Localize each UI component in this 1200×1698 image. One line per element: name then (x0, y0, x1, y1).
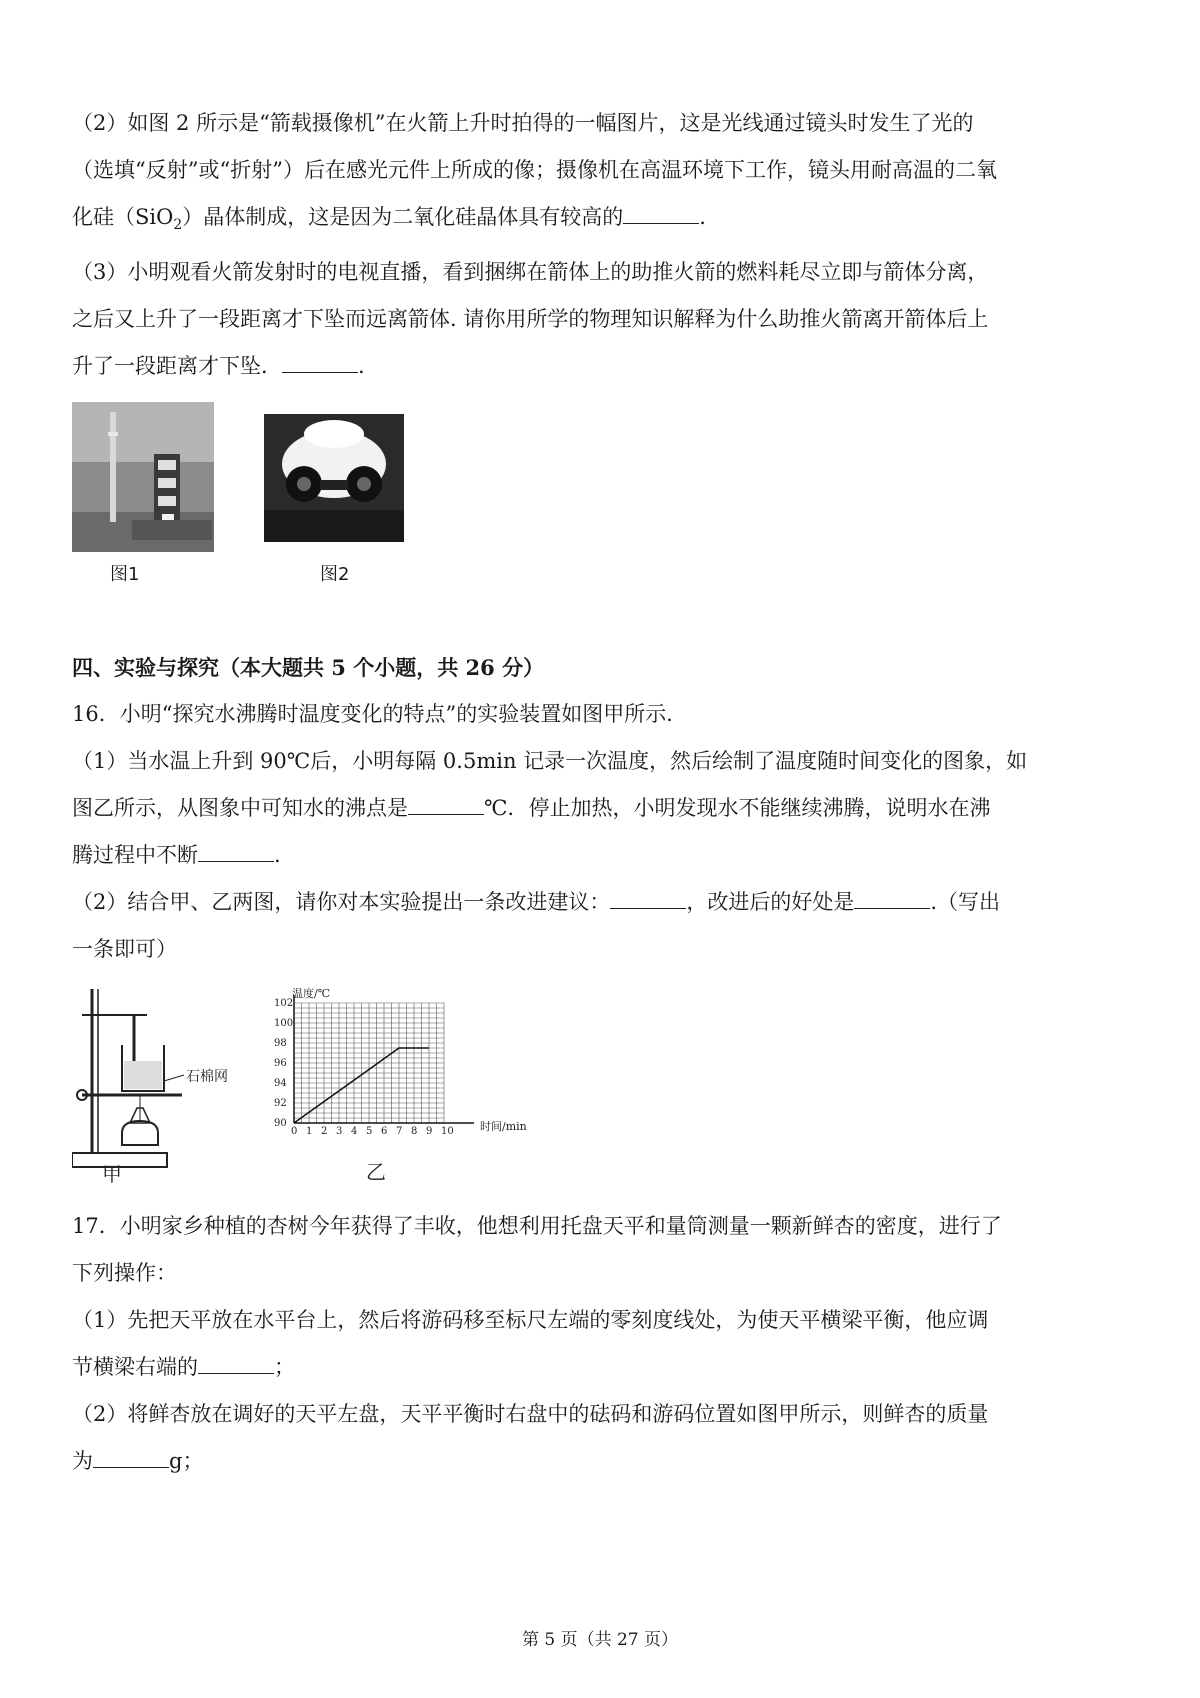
figures-jia-yi (72, 983, 1132, 1203)
figures-1-2 (72, 390, 1132, 620)
chart-y-axis-label: 温度/℃ (292, 987, 331, 1001)
figure-1-rocket-photo (72, 402, 214, 552)
answer-blank[interactable] (198, 843, 274, 862)
figure-yi-temperature-chart (272, 987, 532, 1192)
chart-x-tick-label: 6 (381, 1126, 388, 1138)
q16-part2-line2: 一条即可） (72, 937, 177, 962)
figure-jia-caption: 甲 (102, 1162, 122, 1184)
text: 节横梁右端的 (72, 1355, 198, 1380)
text: . (274, 843, 281, 868)
text: （2）如图 2 所示是“箭载摄像机”在火箭上升时拍得的一幅图片，这是光线通过镜头时发生了光的 (72, 111, 974, 135)
figure-2-caption: 图2 (320, 564, 350, 586)
chart-y-tick-label: 98 (274, 1038, 287, 1050)
subscript: 2 (173, 217, 183, 234)
chart-y-tick-label: 94 (274, 1078, 287, 1090)
q15-part3-line2: 之后又上升了一段距离才下坠而远离箭体. 请你用所学的物理知识解释为什么助推火箭离开箭体后上 (72, 307, 989, 332)
text: （选填“反射”或“折射”）后在感光元件上所成的像；摄像机在高温环境下工作，镜头用耐高温的二氧 (72, 158, 997, 182)
chart-tick-labels (274, 998, 454, 1137)
chart-y-tick-label: 96 (274, 1058, 287, 1070)
answer-blank[interactable] (854, 890, 930, 909)
text: ，改进后的好处是 (686, 890, 855, 915)
chart-x-tick-label: 3 (336, 1126, 343, 1138)
chart-y-tick-label: 100 (274, 1018, 294, 1030)
chart-grid (294, 1003, 444, 1123)
text: .（写出 (930, 890, 1001, 915)
text: . (358, 354, 365, 379)
text: ℃．停止加热，小明发现水不能继续沸腾，说明水在沸 (484, 796, 991, 821)
chart-x-tick-label: 9 (426, 1126, 433, 1138)
figure-yi-caption: 乙 (366, 1160, 386, 1185)
answer-blank[interactable] (282, 354, 358, 373)
section-4-title: 四、实验与探究（本大题共 5 个小题，共 26 分） (72, 655, 545, 681)
q17-part1-line1: （1）先把天平放在水平台上，然后将游码移至标尺左端的零刻度线处，为使天平横梁平衡，他应调 (72, 1308, 989, 1333)
text: 为 (72, 1449, 93, 1474)
q16-part2-line1 (72, 879, 1132, 926)
chart-y-tick-label: 90 (274, 1118, 287, 1130)
label-asbestos-gauze: 石棉网 (186, 1069, 228, 1086)
text: （2）结合甲、乙两图，请你对本实验提出一条改进建议： (72, 890, 611, 915)
answer-blank[interactable] (93, 1449, 169, 1468)
text: ）晶体制成，这是因为二氧化硅晶体具有较高的 (182, 205, 624, 229)
q15-part2-line2 (72, 147, 1132, 194)
q17-stem-line1: 17．小明家乡种植的杏树今年获得了丰收，他想利用托盘天平和量筒测量一颗新鲜杏的密度，进行了 (72, 1214, 1002, 1239)
text: 升了一段距离才下坠． (72, 354, 282, 379)
q17-part2-line1: （2）将鲜杏放在调好的天平左盘，天平平衡时右盘中的砝码和游码位置如图甲所示，则鲜杏的质量 (72, 1402, 989, 1427)
text: 图乙所示，从图象中可知水的沸点是 (72, 796, 408, 821)
q16-part1-line1: （1）当水温上升到 90℃后，小明每隔 0.5min 记录一次温度，然后绘制了温度随时间变化的图象，如 (72, 749, 1028, 774)
q17-stem-line2: 下列操作： (72, 1261, 177, 1286)
answer-blank[interactable] (198, 1355, 274, 1374)
figure-1-caption: 图1 (110, 564, 140, 586)
chart-x-tick-label: 5 (366, 1126, 373, 1138)
chart-x-tick-label: 0 (291, 1126, 298, 1138)
text: g； (169, 1449, 204, 1474)
q16-part1-line2 (72, 785, 1132, 832)
page-content (72, 100, 1132, 1485)
page-footer: 第 5 页（共 27 页） (521, 1630, 679, 1650)
chart-x-axis-label: 时间/min (480, 1120, 527, 1134)
answer-blank[interactable] (610, 890, 686, 909)
chart-x-tick-label: 7 (396, 1126, 403, 1138)
q15-part2-line1 (72, 100, 1132, 147)
q17-part1-line2 (72, 1344, 1132, 1391)
chart-x-tick-label: 2 (321, 1126, 328, 1138)
answer-blank[interactable] (623, 205, 699, 224)
answer-blank[interactable] (408, 796, 484, 815)
chart-x-tick-label: 10 (441, 1126, 454, 1138)
q15-part3-line1: （3）小明观看火箭发射时的电视直播，看到捆绑在箭体上的助推火箭的燃料耗尽立即与箭体分离， (72, 260, 989, 285)
q17-part2-line2 (72, 1438, 1132, 1485)
q16-part1-line3 (72, 832, 1132, 879)
chart-y-tick-label: 92 (274, 1098, 287, 1110)
text: 化硅（SiO (72, 205, 174, 229)
q15-part2-line3 (72, 194, 1132, 249)
chart-x-tick-label: 4 (351, 1126, 358, 1138)
figure-2-camera-photo (264, 414, 404, 542)
text: . (699, 205, 706, 229)
text: 腾过程中不断 (72, 843, 198, 868)
figure-jia-apparatus (72, 983, 252, 1183)
chart-y-tick-label: 102 (274, 998, 294, 1010)
chart-x-tick-label: 1 (306, 1126, 313, 1138)
q16-stem: 16．小明“探究水沸腾时温度变化的特点”的实验装置如图甲所示． (72, 702, 688, 727)
q15-part3-line3 (72, 343, 1132, 390)
text: ； (274, 1355, 295, 1380)
chart-x-tick-label: 8 (411, 1126, 418, 1138)
